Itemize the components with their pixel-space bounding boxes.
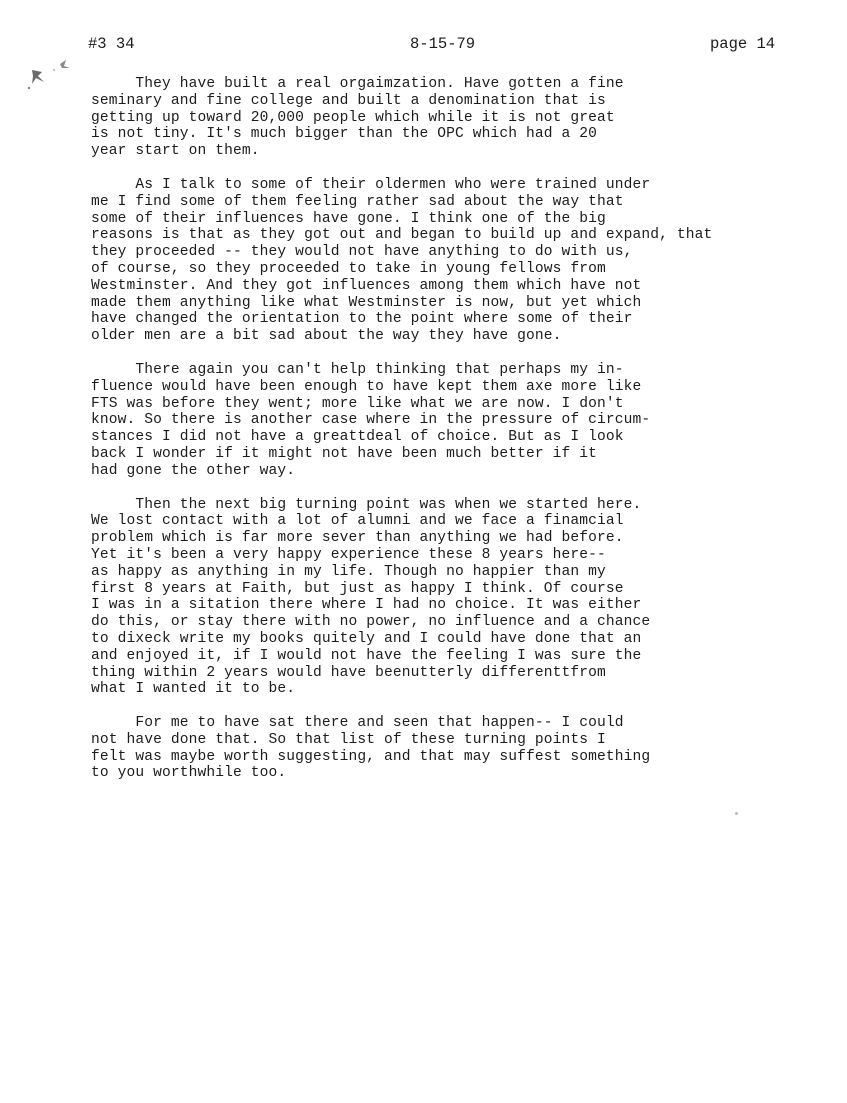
text-line: know. So there is another case where in the pressure of circum- bbox=[91, 412, 651, 429]
page-number: page 14 bbox=[710, 35, 776, 53]
document-date: 8-15-79 bbox=[410, 35, 476, 53]
text-line: year start on them. bbox=[91, 143, 260, 160]
paragraph bbox=[91, 497, 831, 699]
text-line: For me to have sat there and seen that happen-- I could bbox=[91, 715, 624, 732]
page-header bbox=[88, 34, 788, 54]
text-line: thing within 2 years would have beenutterly differenttfrom bbox=[91, 664, 606, 681]
text-line: had gone the other way. bbox=[91, 462, 296, 479]
text-line: We lost contact with a lot of alumni and we face a finamcial bbox=[91, 513, 624, 530]
text-line: Yet it's been a very happy experience these 8 years here-- bbox=[91, 546, 606, 563]
text-line: they proceeded -- they would not have anything to do with us, bbox=[91, 244, 633, 261]
text-line: as happy as anything in my life. Though no happier than my bbox=[91, 563, 606, 580]
text-line: of course, so they proceeded to take in young fellows from bbox=[91, 260, 606, 277]
text-line: to you worthwhile too. bbox=[91, 765, 287, 782]
paragraph bbox=[91, 715, 831, 782]
text-line: reasons is that as they got out and began to build up and expand, that bbox=[91, 227, 713, 244]
text-line: getting up toward 20,000 people which while it is not great bbox=[91, 109, 615, 126]
text-line: not have done that. So that list of these turning points I bbox=[91, 731, 606, 748]
text-line: problem which is far more sever than anything we had before. bbox=[91, 530, 624, 547]
paragraph bbox=[91, 362, 831, 480]
text-line: do this, or stay there with no power, no influence and a chance bbox=[91, 614, 651, 631]
paragraph bbox=[91, 177, 831, 345]
body-text bbox=[91, 76, 831, 799]
text-line: FTS was before they went; more like what we are now. I don't bbox=[91, 395, 624, 412]
document-number: #3 34 bbox=[88, 35, 135, 53]
text-line: made them anything like what Westminster is now, but yet which bbox=[91, 294, 642, 311]
ink-smudge bbox=[24, 56, 80, 96]
text-line: have changed the orientation to the point where some of their bbox=[91, 311, 633, 328]
text-line: Westminster. And they got influences among them which have not bbox=[91, 277, 642, 294]
text-line: There again you can't help thinking that perhaps my in- bbox=[91, 361, 624, 378]
text-line: some of their influences have gone. I think one of the big bbox=[91, 210, 606, 227]
text-line: Then the next big turning point was when we started here. bbox=[91, 496, 642, 513]
paragraph bbox=[91, 76, 831, 160]
text-line: to dixeck write my books quitely and I could have done that an bbox=[91, 630, 642, 647]
text-line: what I wanted it to be. bbox=[91, 681, 296, 698]
text-line: stances I did not have a greattdeal of choice. But as I look bbox=[91, 429, 624, 446]
text-line: me I find some of them feeling rather sad about the way that bbox=[91, 193, 624, 210]
paper-speck bbox=[735, 812, 738, 815]
text-line: I was in a sitation there where I had no choice. It was either bbox=[91, 597, 642, 614]
text-line: back I wonder if it might not have been much better if it bbox=[91, 445, 598, 462]
text-line: older men are a bit sad about the way they have gone. bbox=[91, 328, 562, 345]
text-line: seminary and fine college and built a denomination that is bbox=[91, 92, 606, 109]
text-line: is not tiny. It's much bigger than the OPC which had a 20 bbox=[91, 126, 598, 143]
text-line: fluence would have been enough to have kept them axe more like bbox=[91, 378, 642, 395]
text-line: They have built a real orgaimzation. Have gotten a fine bbox=[91, 76, 624, 92]
text-line: first 8 years at Faith, but just as happy I think. Of course bbox=[91, 580, 624, 597]
text-line: felt was maybe worth suggesting, and that may suffest something bbox=[91, 748, 651, 765]
text-line: and enjoyed it, if I would not have the feeling I was sure the bbox=[91, 647, 642, 664]
text-line: As I talk to some of their oldermen who were trained under bbox=[91, 176, 651, 193]
